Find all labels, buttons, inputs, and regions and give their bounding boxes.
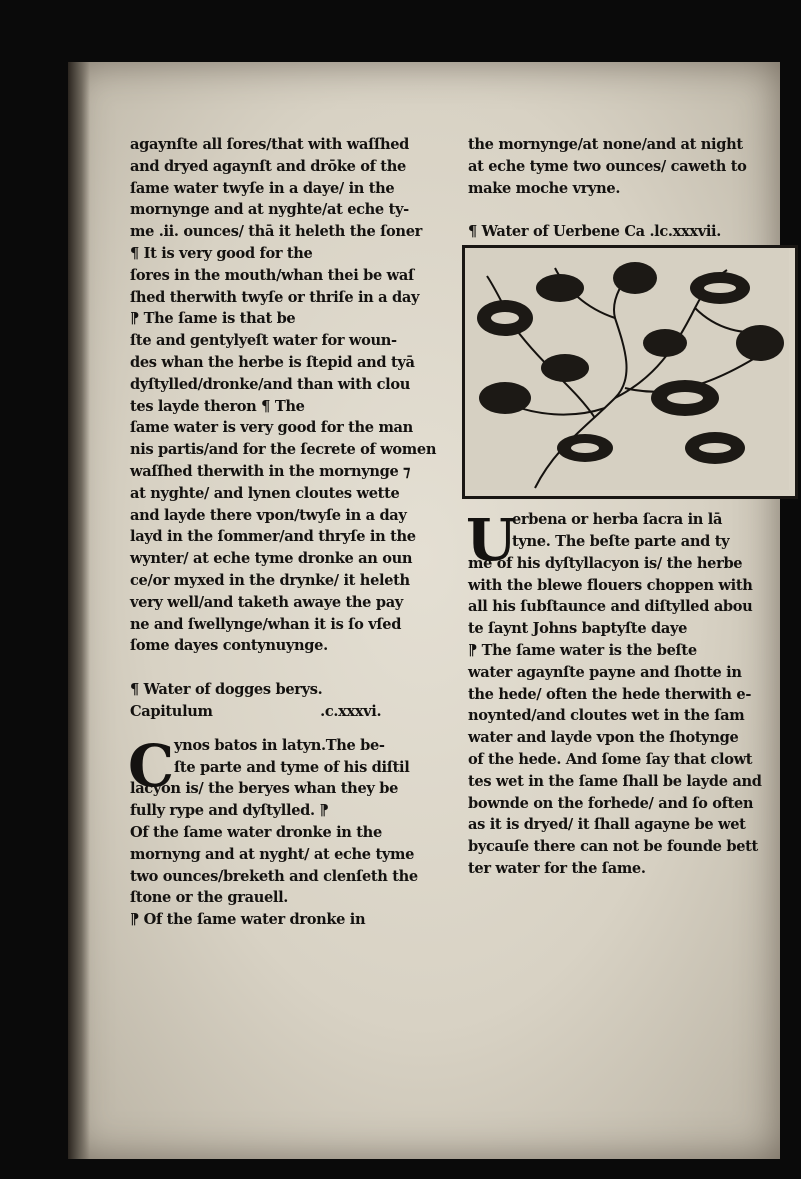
text-line: noynted/and cloutes wet in the ſam — [468, 707, 745, 725]
text-line: as it is dryed/ it ſhall agayne be wet — [468, 816, 746, 834]
text-line: te ſaynt Johns baptyſte daye — [468, 620, 688, 638]
text-line: very well/and taketh awaye the pay — [130, 593, 403, 611]
text-line: ſhed therwith twyſe or thriſe in a day — [130, 288, 420, 306]
text-line: ynos batos in latyn.The be- — [174, 736, 385, 754]
text-line: and layde there vpon/twyſe in a day — [130, 506, 407, 524]
text-line: all his ſubſtaunce and diſtylled abou — [468, 598, 753, 616]
left-paragraph-2 — [128, 731, 436, 931]
text-line: ſte and gentylyeſt water for woun- — [130, 332, 397, 350]
text-line: mornyng and at nyght/ at eche tyme — [130, 845, 415, 863]
text-line: des whan the herbe is ſtepid and tyā — [130, 353, 415, 371]
text-line: agaynſte all ſores/that with waſſhed — [130, 136, 409, 153]
text-line: bownde on the forhede/ and ſo often — [468, 794, 754, 812]
text-line: make moche vryne. — [468, 179, 621, 197]
page-gutter-shadow — [68, 62, 90, 1159]
text-line: two ounces/breketh and clenſeth the — [130, 867, 418, 885]
text-line: of the hede. And ſome ſay that clowt — [468, 750, 753, 768]
chapter-label: Capitulum — [130, 702, 213, 720]
text-line: ter water for the ſame. — [468, 859, 646, 877]
book-page — [68, 62, 780, 1159]
right-column — [468, 134, 786, 880]
right-paragraph-1 — [468, 134, 786, 199]
text-line: and dryed agaynſt and drōke of the — [130, 157, 406, 175]
verbene-title: ¶ Water of Uerbene Ca — [468, 223, 645, 241]
verbene-chapter-number: .lc.xxxvii. — [649, 223, 721, 241]
text-line: ⁋ The ſame water is the beſte — [468, 641, 697, 659]
text-line: tes layde theron ¶ The — [130, 397, 305, 415]
text-line: ne and ſwellynge/whan it is ſo vſed — [130, 615, 402, 633]
text-line: water agaynſte payne and ſhotte in — [468, 663, 742, 681]
text-line: me .ii. ounces/ thā it heleth the ſoner — [130, 223, 422, 241]
text-line: ſame water twyſe in a daye/ in the — [130, 179, 395, 197]
text-line: bycauſe there can not be founde bett — [468, 838, 758, 856]
drop-capital-c: C — [128, 731, 174, 800]
heading-water-of-verbene — [468, 221, 786, 243]
text-line: Of the ſame water dronke in the — [130, 823, 382, 841]
text-line: ſame water is very good for the man — [130, 419, 413, 437]
chapter-number: .c.xxxvi. — [320, 702, 382, 720]
text-line: at nyghte/ and lynen cloutes wette — [130, 484, 400, 502]
text-line: lacyon is/ the beryes whan they be — [130, 780, 399, 798]
text-line: ſome dayes contynuynge. — [130, 637, 328, 655]
text-line: the mornynge/at none/and at night — [468, 136, 743, 153]
left-column — [130, 134, 436, 931]
text-line: waſſhed therwith in the mornynge ⁊ — [130, 462, 411, 480]
left-paragraph-1 — [130, 134, 436, 657]
text-line: ce/or myxed in the drynke/ it heleth — [130, 571, 410, 589]
text-line: erbena or herba ſacra in lā — [512, 511, 723, 529]
text-line: ſte parte and tyme of his diſtil — [174, 758, 410, 776]
text-line: water and layde vpon the ſhotynge — [468, 729, 739, 747]
verbene-section — [466, 506, 786, 880]
text-line: fully rype and dyſtylled. ⁋ — [130, 802, 329, 820]
text-line: mornynge and at nyghte/at eche ty- — [130, 201, 409, 219]
heading-water-of-dogges-berys: ¶ Water of dogges berys. — [130, 681, 323, 699]
dogges-berys-section — [128, 731, 436, 931]
text-line: ſtone or the grauell. — [130, 889, 289, 907]
text-line: layd in the ſommer/and thryſe in the — [130, 528, 416, 546]
text-line: ¶ It is very good for the — [130, 244, 313, 262]
text-line: ⁋ The ſame is that be — [130, 310, 296, 328]
text-line: at eche tyme two ounces/ caweth to — [468, 157, 747, 175]
text-line: ⁋ Of the ſame water dronke in — [130, 911, 366, 929]
text-line: wynter/ at eche tyme dronke an oun — [130, 550, 413, 568]
text-line: with the blewe flouers choppen with — [468, 576, 753, 594]
drop-capital-u: U — [466, 506, 517, 575]
text-line: the hede/ often the hede therwith e- — [468, 685, 752, 703]
right-paragraph-2 — [468, 553, 786, 880]
text-line: me of his dyſtyllacyon is/ the herbe — [468, 554, 743, 572]
text-line: tes wet in the ſame ſhall be layde and — [468, 772, 762, 790]
chapter-heading-c-xxxvi — [130, 701, 436, 723]
text-line: dyſtylled/dronke/and than with clou — [130, 375, 410, 393]
woodcut-illustration-verbena-plant — [462, 245, 798, 499]
text-line: ſores in the mouth/whan thei be waſ — [130, 266, 414, 284]
text-line: tyne. The beſte parte and ty — [512, 532, 730, 550]
text-line: nis partis/and for the ſecrete of women — [130, 441, 437, 459]
